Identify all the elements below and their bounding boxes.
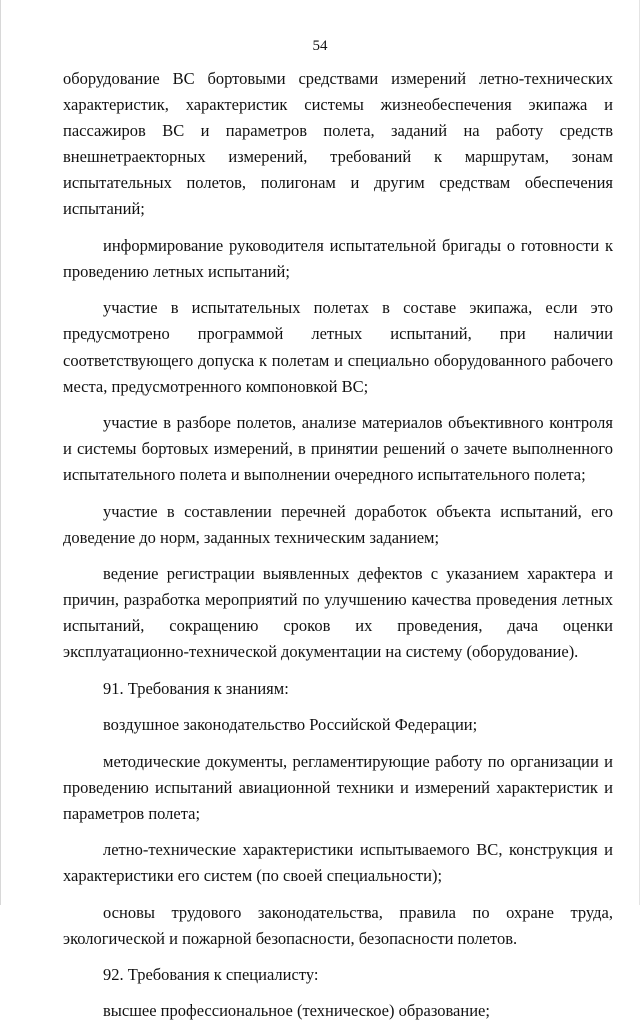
paragraph-air-legislation: воздушное законодательство Российской Федерации; bbox=[103, 715, 478, 735]
paragraph-equipment-continuation: оборудование ВС бортовыми средствами измерений летно-технических характеристик, характеристик системы жизнеобеспечения экипажа и пассажиров ВС и параметров полета, заданий на работу средств внешнетраекторных измерений, требований к маршрутам, зонам испытательных полетов, полигонам и другим средствам обеспечения испытаний; bbox=[63, 69, 613, 219]
document-body bbox=[63, 66, 613, 1025]
paragraph-informing-brigade-lead: информирование руководителя испытательной бригады о готовности к проведению летных испытаний; bbox=[63, 235, 613, 281]
paragraph-modifications-list: участие в составлении перечней доработок объекта испытаний, его доведение до норм, заданных техническим заданием; bbox=[63, 501, 613, 547]
paragraph-higher-education: высшее профессиональное (техническое) образование; bbox=[103, 1001, 490, 1021]
heading-specialist-requirements: 92. Требования к специалисту: bbox=[103, 965, 319, 985]
paragraph-methodical-documents: методические документы, регламентирующие работу по организации и проведению испытаний авиационной техники и измерений характеристик и параметров полета; bbox=[63, 751, 613, 823]
paragraph-flight-debriefing: участие в разборе полетов, анализе материалов объективного контроля и системы бортовых измерений, в принятии решений о зачете выполненного испытательного полета и выполнении очередного испытательного полета; bbox=[63, 413, 613, 485]
paragraph-labor-law-basics: основы трудового законодательства, правила по охране труда, экологической и пожарной безопасности, безопасности полетов. bbox=[63, 902, 613, 948]
paragraph-defect-registration: ведение регистрации выявленных дефектов с указанием характера и причин, разработка мероприятий по улучшению качества проведения летных испытаний, сокращению сроков их проведения, дача оценки эксплуатационно-технической документации на систему (оборудование). bbox=[63, 564, 613, 662]
paragraph-flight-participation: участие в испытательных полетах в составе экипажа, если это предусмотрено программой летных испытаний, при наличии соответствующего допуска к полетам и специально оборудованного рабочего места, предусмотренного компоновкой ВС; bbox=[63, 298, 613, 396]
heading-knowledge-requirements: 91. Требования к знаниям: bbox=[103, 678, 289, 698]
page-number: 54 bbox=[312, 38, 328, 54]
paragraph-aircraft-characteristics: летно-технические характеристики испытываемого ВС, конструкция и характеристики его систем (по своей специальности); bbox=[63, 840, 613, 886]
